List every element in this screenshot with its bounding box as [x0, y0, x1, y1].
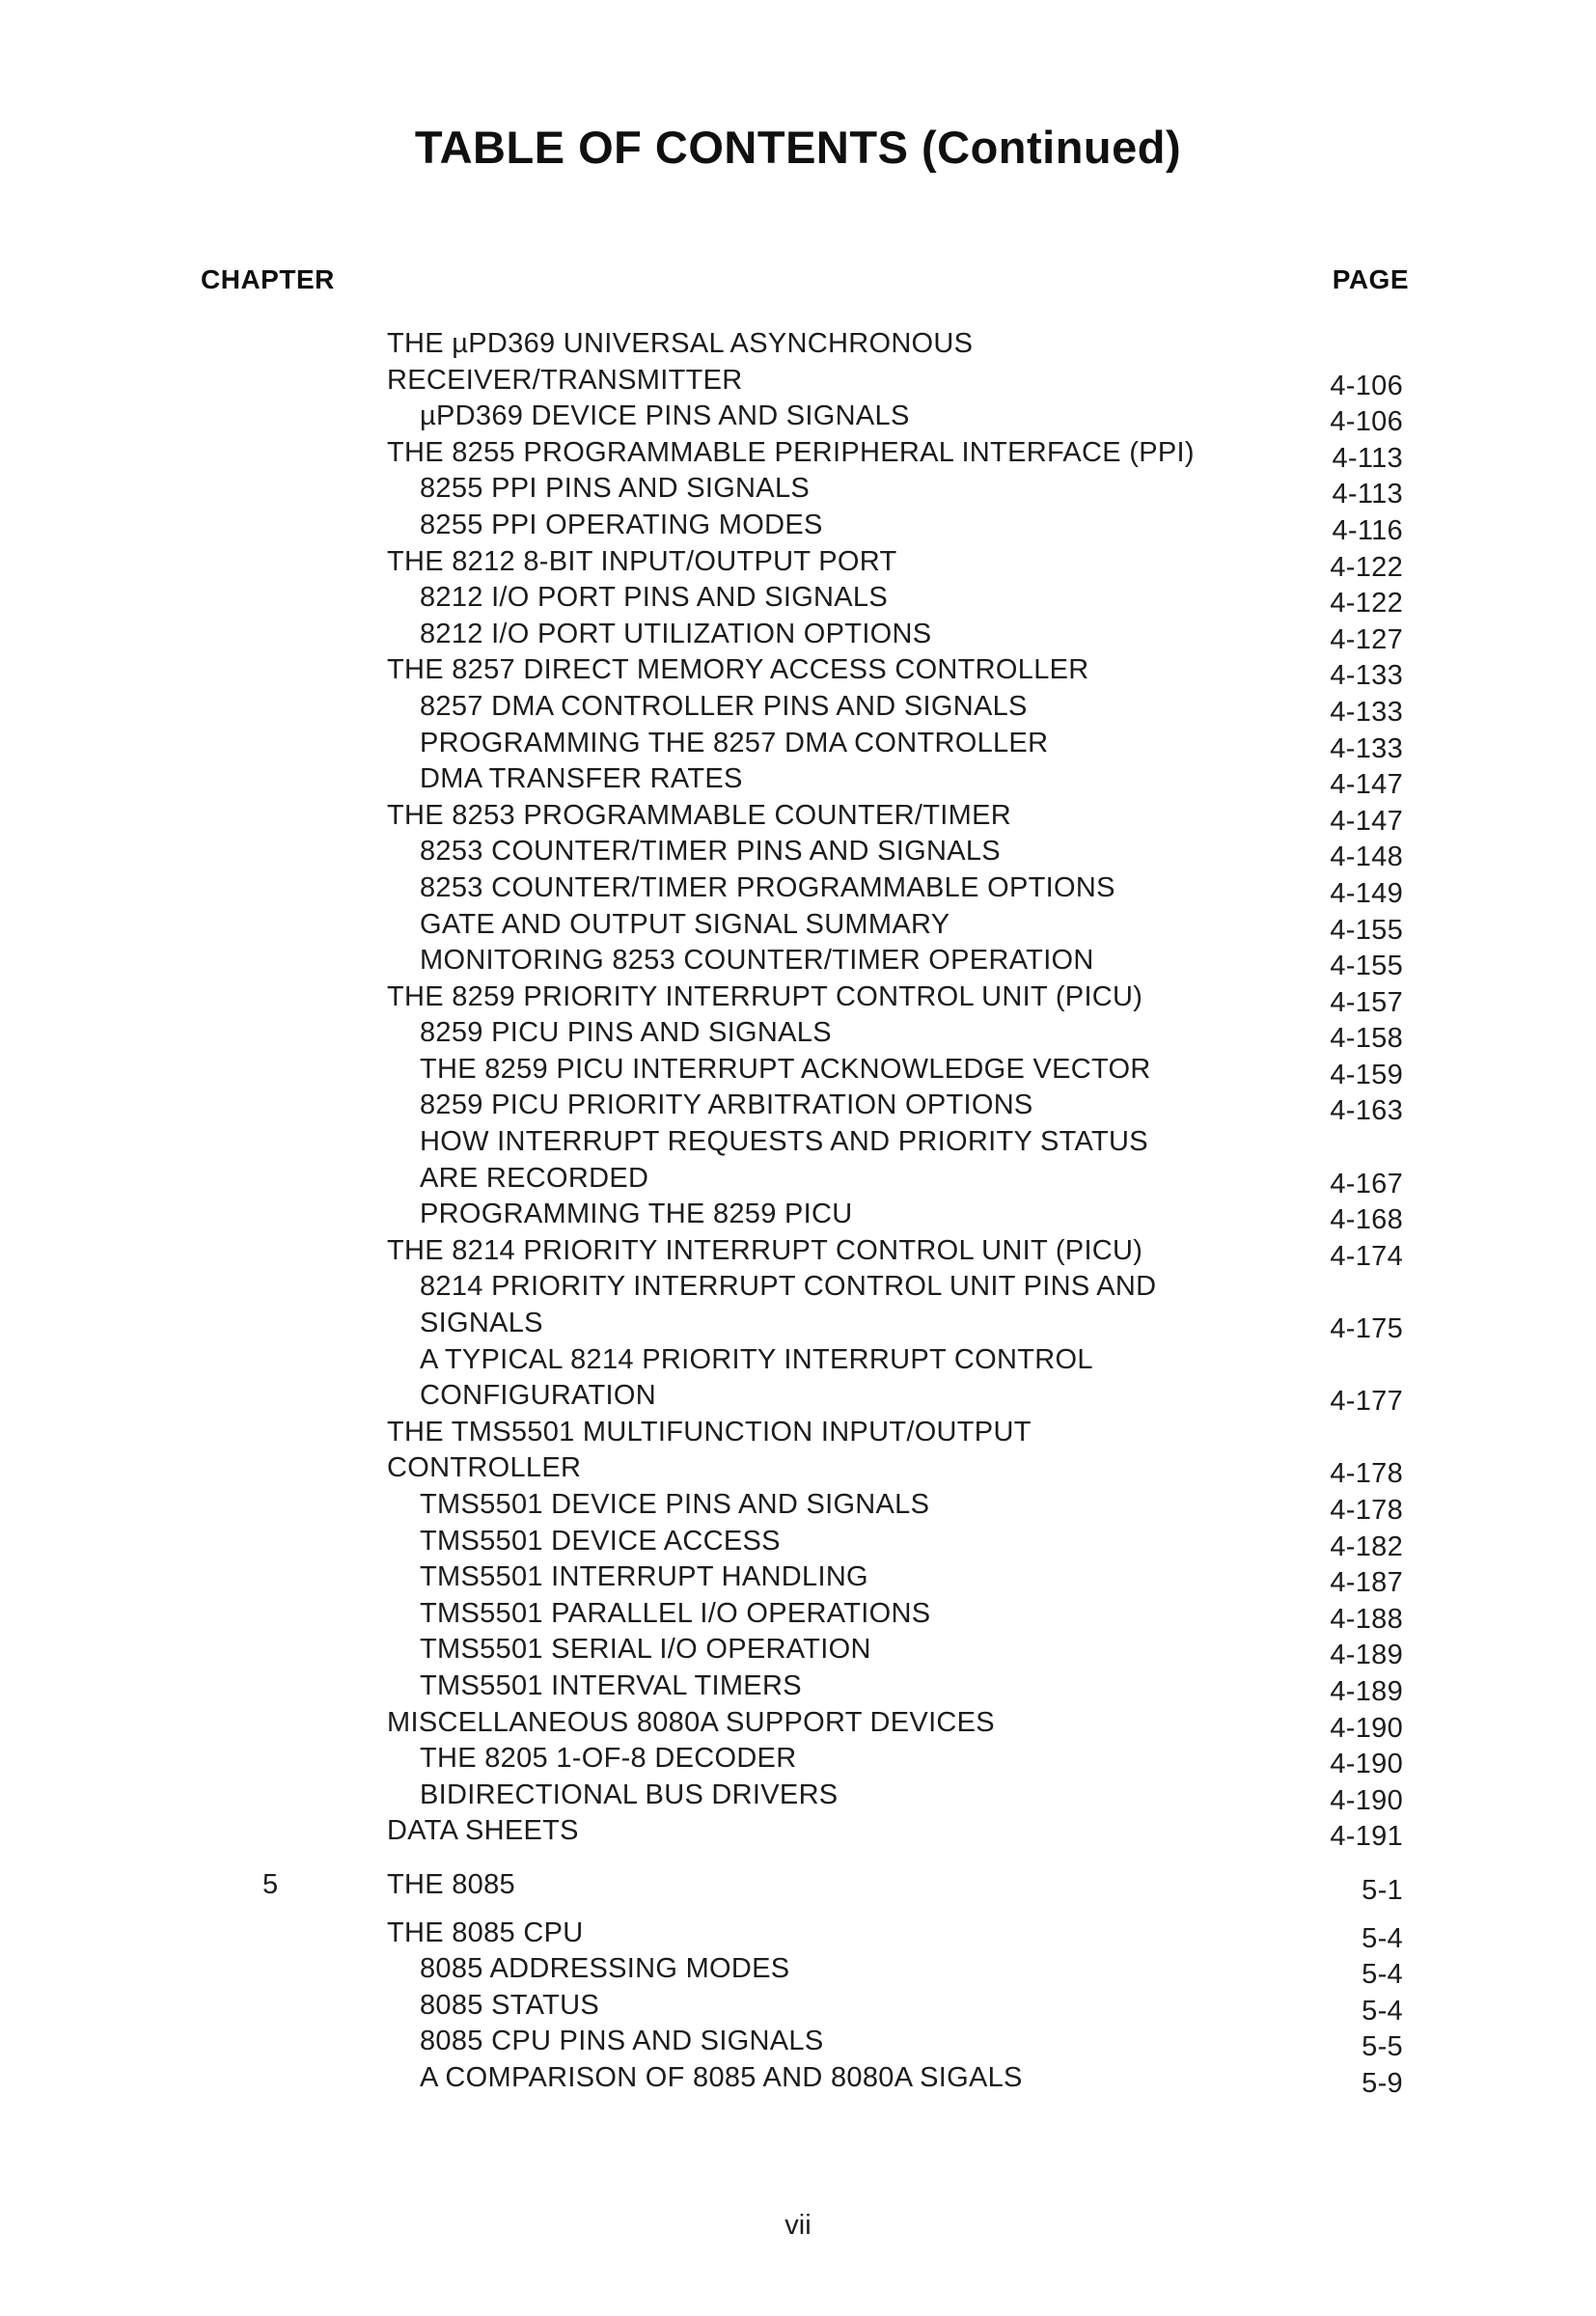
toc-subentry-title: 8257 DMA CONTROLLER PINS AND SIGNALS: [420, 690, 1028, 722]
toc-page-number: 4-106: [1330, 406, 1403, 438]
toc-subentry-title: 8259 PICU PINS AND SIGNALS: [420, 1017, 832, 1049]
toc-entry-title: THE 8257 DIRECT MEMORY ACCESS CONTROLLER: [387, 654, 1089, 686]
toc-subentry-title: HOW INTERRUPT REQUESTS AND PRIORITY STATUS: [420, 1126, 1148, 1158]
toc-entry-title: THE 8259 PRIORITY INTERRUPT CONTROL UNIT (PICU): [387, 980, 1143, 1012]
toc-subentry-title: THE 8205 1-OF-8 DECODER: [420, 1743, 797, 1775]
toc-subentry-title: 8212 I/O PORT PINS AND SIGNALS: [420, 582, 889, 614]
toc-entry-title: THE µPD369 UNIVERSAL ASYNCHRONOUS: [387, 328, 974, 359]
toc-subentry-title: BIDIRECTIONAL BUS DRIVERS: [420, 1778, 839, 1810]
chapter-number: 5: [262, 1868, 279, 1900]
toc-entry: [0, 1813, 1596, 1853]
toc-page-number: 4-191: [1330, 1821, 1403, 1853]
toc-subentry-title: 8253 COUNTER/TIMER PROGRAMMABLE OPTIONS: [420, 871, 1115, 903]
toc-entry: [0, 870, 1596, 907]
toc-page-number: 4-148: [1330, 841, 1403, 873]
toc-entry: [0, 1559, 1596, 1599]
toc-entry: [0, 979, 1596, 1016]
toc-page-number: 4-189: [1330, 1640, 1403, 1671]
toc-entry: [0, 326, 1596, 363]
toc-page-number: 5-4: [1362, 1959, 1403, 1991]
toc-subentry-title: TMS5501 PARALLEL I/O OPERATIONS: [420, 1597, 931, 1629]
toc-entry: [0, 1088, 1596, 1127]
toc-entry: [0, 1015, 1596, 1055]
toc-subentry-title: 8214 PRIORITY INTERRUPT CONTROL UNIT PINS AND: [420, 1271, 1157, 1303]
toc-entry: [0, 1741, 1596, 1778]
toc-page-number: 4-133: [1330, 696, 1403, 728]
page-column-header: PAGE: [1332, 264, 1409, 294]
toc-subentry-title: MONITORING 8253 COUNTER/TIMER OPERATION: [420, 945, 1094, 977]
page-title: TABLE OF CONTENTS (Continued): [414, 122, 1182, 173]
toc-page-number: 4-113: [1332, 442, 1403, 474]
toc-page-number: 5-4: [1362, 1922, 1403, 1954]
toc-page-number: 4-147: [1330, 769, 1403, 801]
toc-entry: [0, 544, 1596, 581]
toc-entry: [0, 798, 1596, 835]
toc-subentry-title: 8085 STATUS: [420, 1989, 599, 2021]
toc-subentry-title: 8255 PPI PINS AND SIGNALS: [420, 473, 811, 505]
toc-entry: [0, 761, 1596, 801]
toc-entry: [0, 1233, 1596, 1270]
toc-subentry-title: µPD369 DEVICE PINS AND SIGNALS: [420, 400, 910, 432]
toc-page-number: 4-174: [1330, 1240, 1403, 1272]
toc-page-number: 4-116: [1332, 514, 1403, 546]
toc-subentry-title: 8255 PPI OPERATING MODES: [420, 509, 823, 540]
toc-subentry-title: 8085 ADDRESSING MODES: [420, 1953, 790, 1985]
toc-entry: [0, 2024, 1596, 2063]
toc-page-number: 4-122: [1330, 551, 1403, 583]
toc-entry: [0, 399, 1596, 438]
toc-subentry-title: ARE RECORDED: [420, 1162, 649, 1194]
toc-subentry-title: CONFIGURATION: [420, 1380, 657, 1412]
toc-entry-title: RECEIVER/TRANSMITTER: [387, 364, 743, 396]
toc-entry-title: THE 8212 8-BIT INPUT/OUTPUT PORT: [387, 545, 897, 577]
toc-entry-title: THE 8085 CPU: [387, 1916, 584, 1948]
page-number-footer: vii: [784, 2210, 812, 2241]
toc-entry: [0, 907, 1596, 944]
toc-subentry-title: TMS5501 DEVICE PINS AND SIGNALS: [420, 1489, 930, 1520]
toc-entry: [0, 2060, 1596, 2097]
toc-page-number: 4-168: [1330, 1204, 1403, 1236]
toc-subentry-title: 8085 CPU PINS AND SIGNALS: [420, 2026, 824, 2057]
toc-subentry-title: PROGRAMMING THE 8259 PICU: [420, 1199, 853, 1230]
toc-entry: [0, 1951, 1596, 1991]
toc-page-number: 4-155: [1330, 951, 1403, 982]
toc-entry-title: THE 8253 PROGRAMMABLE COUNTER/TIMER: [387, 799, 1011, 831]
toc-page-number: 4-178: [1330, 1495, 1403, 1526]
toc-entry: [0, 1487, 1596, 1524]
toc-subentry-title: TMS5501 INTERVAL TIMERS: [420, 1669, 802, 1701]
toc-page-number: 4-163: [1330, 1095, 1403, 1127]
toc-page-number: 4-175: [1330, 1313, 1403, 1345]
toc-subentry-title: 8259 PICU PRIORITY ARBITRATION OPTIONS: [420, 1089, 1033, 1121]
toc-page-number: 4-187: [1330, 1567, 1403, 1599]
toc-entry: [0, 1269, 1596, 1306]
toc-page-number: 4-158: [1330, 1023, 1403, 1055]
toc-page-number: 4-178: [1330, 1458, 1403, 1490]
toc-entry: [0, 1916, 1596, 1952]
toc-entry: [0, 1124, 1596, 1161]
toc-subentry-title: TMS5501 DEVICE ACCESS: [420, 1525, 781, 1557]
toc-page-number: 4-147: [1330, 805, 1403, 837]
toc-page-number: 4-190: [1330, 1712, 1403, 1744]
toc-entry: [0, 1778, 1596, 1814]
toc-entry: [0, 943, 1596, 982]
toc-entry: [0, 580, 1596, 620]
toc-page-number: 4-190: [1330, 1749, 1403, 1780]
toc-page-number: 4-133: [1330, 732, 1403, 764]
toc-entry-title: DATA SHEETS: [387, 1815, 579, 1847]
toc-entry: [0, 689, 1596, 726]
toc-entry: [0, 1632, 1596, 1671]
toc-page-number: 4-155: [1330, 914, 1403, 946]
toc-entry-title: THE TMS5501 MULTIFUNCTION INPUT/OUTPUT: [387, 1416, 1032, 1448]
toc-subentry-title: 8212 I/O PORT UTILIZATION OPTIONS: [420, 618, 932, 649]
toc-subentry-title: TMS5501 SERIAL I/O OPERATION: [420, 1634, 871, 1666]
toc-page-number: 5-1: [1362, 1874, 1403, 1906]
toc-entry-title: THE 8255 PROGRAMMABLE PERIPHERAL INTERFACE (PPI): [387, 436, 1195, 468]
toc-entry: [0, 435, 1596, 472]
toc-subentry-title: A TYPICAL 8214 PRIORITY INTERRUPT CONTROL: [420, 1343, 1093, 1375]
chapter-column-header: CHAPTER: [201, 264, 335, 294]
toc-entry: [0, 1450, 1596, 1490]
toc-entry: [0, 1988, 1596, 2025]
toc-page-number: 5-4: [1362, 1995, 1403, 2026]
toc-entry-title: THE 8214 PRIORITY INTERRUPT CONTROL UNIT (PICU): [387, 1234, 1143, 1266]
toc-list: [0, 326, 1596, 2097]
toc-entry: [0, 1415, 1596, 1451]
toc-subentry-title: SIGNALS: [420, 1308, 543, 1339]
toc-entry: [0, 1524, 1596, 1560]
toc-page-number: 4-190: [1330, 1784, 1403, 1816]
toc-subentry-title: 8253 COUNTER/TIMER PINS AND SIGNALS: [420, 836, 1001, 868]
toc-page-number: 4-159: [1330, 1059, 1403, 1090]
toc-page-number: 5-5: [1362, 2031, 1403, 2063]
toc-subentry-title: PROGRAMMING THE 8257 DMA CONTROLLER: [420, 727, 1049, 758]
toc-page-number: 5-9: [1362, 2067, 1403, 2099]
toc-page-number: 4-182: [1330, 1530, 1403, 1562]
toc-entry: [0, 726, 1596, 762]
toc-page-number: 4-106: [1330, 370, 1403, 401]
toc-page-number: 4-177: [1330, 1386, 1403, 1418]
toc-page-number: 4-113: [1332, 479, 1403, 510]
toc-page-number: 4-167: [1330, 1168, 1403, 1199]
toc-entry: [0, 1306, 1596, 1345]
toc-entry: [0, 1596, 1596, 1633]
toc-page-number: 4-127: [1330, 623, 1403, 655]
toc-entry: [0, 1197, 1596, 1236]
toc-entry: [0, 1342, 1596, 1379]
toc-entry: [0, 617, 1596, 653]
toc-entry: [0, 834, 1596, 873]
toc-page-number: 4-122: [1330, 588, 1403, 620]
toc-entry: [0, 652, 1596, 692]
toc-entry-title: CONTROLLER: [387, 1452, 582, 1484]
toc-entry: [0, 1052, 1596, 1089]
toc-page-number: 4-157: [1330, 986, 1403, 1018]
toc-entry-title: THE 8085: [387, 1868, 515, 1900]
toc-entry: [0, 1705, 1596, 1742]
toc-entry: [0, 1161, 1596, 1198]
toc-page-number: 4-188: [1330, 1603, 1403, 1635]
toc-subentry-title: A COMPARISON OF 8085 AND 8080A SIGALS: [420, 2061, 1023, 2093]
toc-entry: [0, 1378, 1596, 1418]
toc-subentry-title: THE 8259 PICU INTERRUPT ACKNOWLEDGE VECTOR: [420, 1053, 1151, 1085]
toc-entry: [0, 363, 1596, 400]
toc-subentry-title: GATE AND OUTPUT SIGNAL SUMMARY: [420, 908, 950, 940]
toc-page-number: 4-189: [1330, 1675, 1403, 1707]
toc-entry: [0, 471, 1596, 508]
toc-entry-title: MISCELLANEOUS 8080A SUPPORT DEVICES: [387, 1706, 995, 1738]
toc-subentry-title: DMA TRANSFER RATES: [420, 763, 743, 795]
toc-page-number: 4-133: [1330, 660, 1403, 692]
toc-entry: [0, 1668, 1596, 1705]
toc-entry: [0, 508, 1596, 544]
toc-page-number: 4-149: [1330, 877, 1403, 909]
toc-entry: [0, 1867, 1596, 1904]
toc-subentry-title: TMS5501 INTERRUPT HANDLING: [420, 1561, 868, 1593]
